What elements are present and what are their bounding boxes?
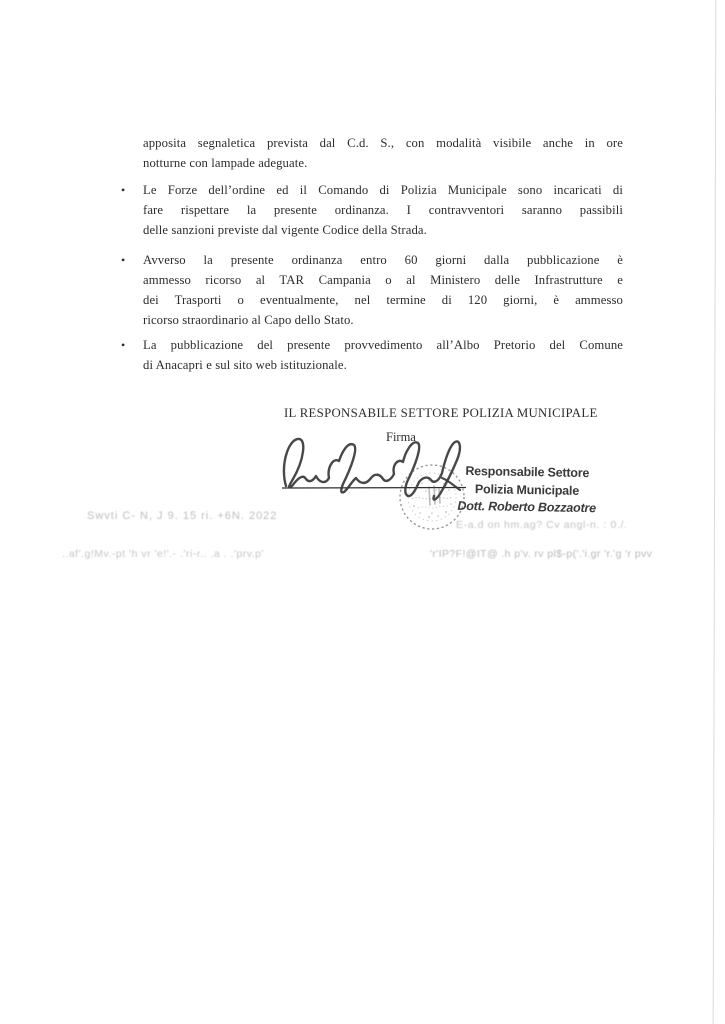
signer-name: Dott. Roberto Bozzaotre	[457, 498, 597, 516]
bullet-icon: •	[121, 253, 126, 267]
text-line: dei Trasporti o eventualmente, nel termine di 120 giorni, è ammesso	[143, 293, 623, 307]
faint-illegible-line: Swvti C- N, J 9. 15 ri. +6N. 2022	[87, 510, 278, 522]
text-line: apposita segnaletica prevista dal C.d. S., con modalità visibile anche in ore	[143, 136, 623, 150]
faint-illegible-line: 'r'IP?F!@IT@ .h p'v. rv pl$-p('.'i.gr 'r.'g 'r pvv	[430, 548, 653, 560]
text-line: ricorso straordinario al Capo dello Stato.	[143, 313, 354, 327]
page-edge-scan-line	[713, 0, 717, 1024]
text-line: delle sanzioni previste dal vigente Codice della Strada.	[143, 223, 427, 237]
signer-role-line: Responsabile Settore	[465, 463, 590, 481]
text-line: notturne con lampade adeguate.	[143, 156, 308, 170]
bullet-item-publication	[121, 335, 623, 375]
signer-identity-block	[452, 463, 603, 518]
firma-label: Firma	[386, 430, 416, 444]
text-line: di Anacapri e sul sito web istituzionale.	[143, 358, 347, 372]
faint-illegible-line: ..af'.g!Mv.-pt 'h vr 'e!'.- .'ri-r.. .a . .'prv.p'	[62, 548, 265, 560]
intro-paragraph	[143, 133, 623, 173]
signer-role-line: Polizia Municipale	[474, 481, 580, 498]
bullet-icon: •	[121, 183, 126, 197]
text-line: fare rispettare la presente ordinanza. I contravventori saranno passibili	[143, 203, 623, 217]
bullet-icon: •	[121, 338, 126, 352]
text-line: La pubblicazione del presente provvedimento all’Albo Pretorio del Comune	[143, 338, 623, 352]
signature-title: IL RESPONSABILE SETTORE POLIZIA MUNICIPALE	[284, 406, 598, 420]
text-line: ammesso ricorso al TAR Campania o al Ministero delle Infrastrutture e	[143, 273, 623, 287]
text-line: Avverso la presente ordinanza entro 60 giorni dalla pubblicazione è	[143, 253, 623, 267]
text-line: Le Forze dell’ordine ed il Comando di Polizia Municipale sono incaricati di	[143, 183, 623, 197]
faint-illegible-line: E-a.d on hm.ag? Cv angl-n. : 0./.	[456, 519, 628, 531]
bullet-item-appeal	[121, 250, 623, 330]
bullet-item-enforcement	[121, 180, 623, 240]
